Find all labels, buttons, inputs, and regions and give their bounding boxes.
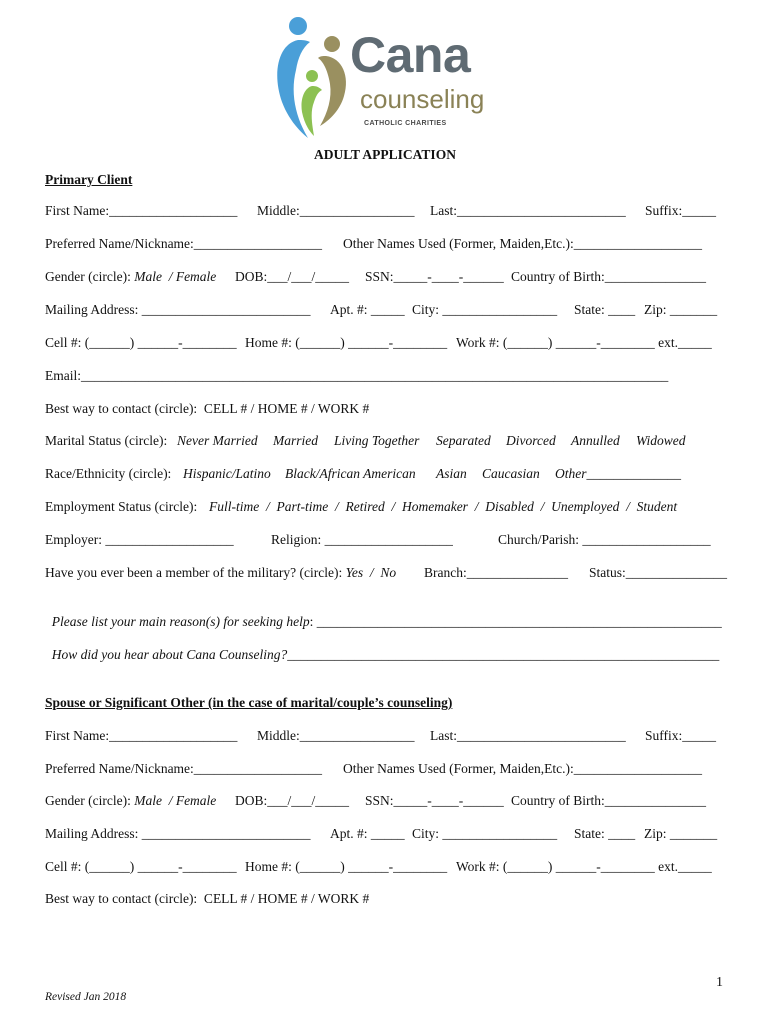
logo-wordmark: Cana xyxy=(350,27,471,83)
spouse-cell-field[interactable]: Cell #: (______) ______-________ xyxy=(45,859,237,874)
primary-referral-row xyxy=(45,631,719,663)
spouse-middle-name-field[interactable]: Middle:_________________ xyxy=(257,728,415,743)
primary-suffix-field[interactable]: Suffix:_____ xyxy=(645,203,717,218)
spouse-other-names-field[interactable]: Other Names Used (Former, Maiden,Etc.):___________________ xyxy=(343,761,703,776)
primary-work-phone-field[interactable]: Work #: (______) ______-________ ext._____ xyxy=(456,335,712,350)
marital-option-married[interactable]: Married xyxy=(273,433,318,448)
primary-state-field[interactable]: State: ____ xyxy=(574,302,636,317)
marital-option-never-married[interactable]: Never Married xyxy=(177,433,258,448)
military-branch-field[interactable]: Branch:_______________ xyxy=(424,565,568,580)
race-option-asian[interactable]: Asian xyxy=(436,466,467,481)
spouse-ssn-field[interactable]: SSN:_____-____-______ xyxy=(365,793,504,808)
primary-first-name-field[interactable]: First Name:___________________ xyxy=(45,203,238,218)
spouse-city-field[interactable]: City: _________________ xyxy=(412,826,558,841)
primary-client-heading: Primary Client xyxy=(45,172,133,187)
primary-contact-preference[interactable]: Best way to contact (circle): CELL # / HOME # / WORK # xyxy=(45,401,370,416)
military-question: Have you ever been a member of the military? (circle): xyxy=(45,565,346,580)
primary-cell-field[interactable]: Cell #: (______) ______-________ xyxy=(45,335,237,350)
primary-zip-field[interactable]: Zip: _______ xyxy=(644,302,718,317)
spouse-first-name-field[interactable]: First Name:___________________ xyxy=(45,728,238,743)
spouse-apt-field[interactable]: Apt. #: _____ xyxy=(330,826,405,841)
marital-option-annulled[interactable]: Annulled xyxy=(571,433,620,448)
race-label: Race/Ethnicity (circle): xyxy=(45,466,175,481)
spouse-state-field[interactable]: State: ____ xyxy=(574,826,636,841)
spouse-mailing-address-field[interactable]: Mailing Address: _________________________ xyxy=(45,826,311,841)
spouse-country-field[interactable]: Country of Birth:_______________ xyxy=(511,793,706,808)
race-option-caucasian[interactable]: Caucasian xyxy=(482,466,540,481)
reason-field[interactable]: : ____________________________________________________________ xyxy=(309,614,722,629)
church-parish-field[interactable]: Church/Parish: ___________________ xyxy=(498,532,711,547)
primary-email-field[interactable]: Email:_______________________________________________________________________________________ xyxy=(45,368,669,383)
page-number: 1 xyxy=(716,975,723,990)
cana-counseling-logo xyxy=(268,14,508,142)
primary-country-field[interactable]: Country of Birth:_______________ xyxy=(511,269,706,284)
primary-city-field[interactable]: City: _________________ xyxy=(412,302,558,317)
primary-other-names-field[interactable]: Other Names Used (Former, Maiden,Etc.):___________________ xyxy=(343,236,703,251)
primary-home-phone-field[interactable]: Home #: (______) ______-________ xyxy=(245,335,448,350)
military-status-field[interactable]: Status:_______________ xyxy=(589,565,728,580)
marital-option-separated[interactable]: Separated xyxy=(436,433,491,448)
religion-field[interactable]: Religion: ___________________ xyxy=(271,532,453,547)
primary-apt-field[interactable]: Apt. #: _____ xyxy=(330,302,405,317)
spouse-preferred-name-field[interactable]: Preferred Name/Nickname:___________________ xyxy=(45,761,323,776)
spouse-last-name-field[interactable]: Last:_________________________ xyxy=(430,728,626,743)
spouse-heading: Spouse or Significant Other (in the case of marital/couple’s counseling) xyxy=(45,695,453,710)
spouse-zip-field[interactable]: Zip: _______ xyxy=(644,826,718,841)
primary-middle-name-field[interactable]: Middle:_________________ xyxy=(257,203,415,218)
military-yes-no-options[interactable]: Yes / No xyxy=(345,565,397,580)
primary-reason-row xyxy=(45,598,722,630)
primary-preferred-name-field[interactable]: Preferred Name/Nickname:___________________ xyxy=(45,236,323,251)
spouse-work-phone-field[interactable]: Work #: (______) ______-________ ext._____ xyxy=(456,859,712,874)
primary-mailing-address-field[interactable]: Mailing Address: _________________________ xyxy=(45,302,311,317)
race-option-other[interactable]: Other xyxy=(555,466,587,481)
referral-field[interactable]: ________________________________________________________________ xyxy=(287,647,720,662)
employment-label: Employment Status (circle): xyxy=(45,499,201,514)
family-figures-icon xyxy=(268,14,358,142)
logo-tagline: CATHOLIC CHARITIES xyxy=(364,120,447,127)
spouse-contact-preference[interactable]: Best way to contact (circle): CELL # / HOME # / WORK # xyxy=(45,891,370,906)
logo-subtitle: counseling xyxy=(360,84,485,114)
race-other-field[interactable]: ______________ xyxy=(586,466,681,481)
revision-note: Revised Jan 2018 xyxy=(45,991,127,1003)
marital-option-divorced[interactable]: Divorced xyxy=(506,433,556,448)
primary-dob-field[interactable]: DOB:___/___/_____ xyxy=(235,269,350,284)
spouse-suffix-field[interactable]: Suffix:_____ xyxy=(645,728,717,743)
referral-label: How did you hear about Cana Counseling? xyxy=(51,647,288,662)
marital-status-label: Marital Status (circle): xyxy=(45,433,171,448)
employment-options[interactable]: Full-time / Part-time / Retired / Homemaker / Disabled / Unemployed / Student xyxy=(209,499,678,514)
primary-ssn-field[interactable]: SSN:_____-____-______ xyxy=(365,269,504,284)
marital-option-living-together[interactable]: Living Together xyxy=(334,433,420,448)
spouse-gender-label: Gender (circle): xyxy=(45,793,135,808)
primary-last-name-field[interactable]: Last:_________________________ xyxy=(430,203,626,218)
page-title: ADULT APPLICATION xyxy=(314,147,456,162)
primary-gender-options[interactable]: Male / Female xyxy=(134,269,217,284)
race-option-hispanic[interactable]: Hispanic/Latino xyxy=(183,466,271,481)
spouse-dob-field[interactable]: DOB:___/___/_____ xyxy=(235,793,350,808)
marital-option-widowed[interactable]: Widowed xyxy=(636,433,686,448)
race-option-black[interactable]: Black/African American xyxy=(285,466,416,481)
reason-label: Please list your main reason(s) for seeking help xyxy=(51,614,310,629)
spouse-gender-options[interactable]: Male / Female xyxy=(134,793,217,808)
spouse-home-phone-field[interactable]: Home #: (______) ______-________ xyxy=(245,859,448,874)
employer-field[interactable]: Employer: ___________________ xyxy=(45,532,234,547)
primary-gender-label: Gender (circle): xyxy=(45,269,135,284)
